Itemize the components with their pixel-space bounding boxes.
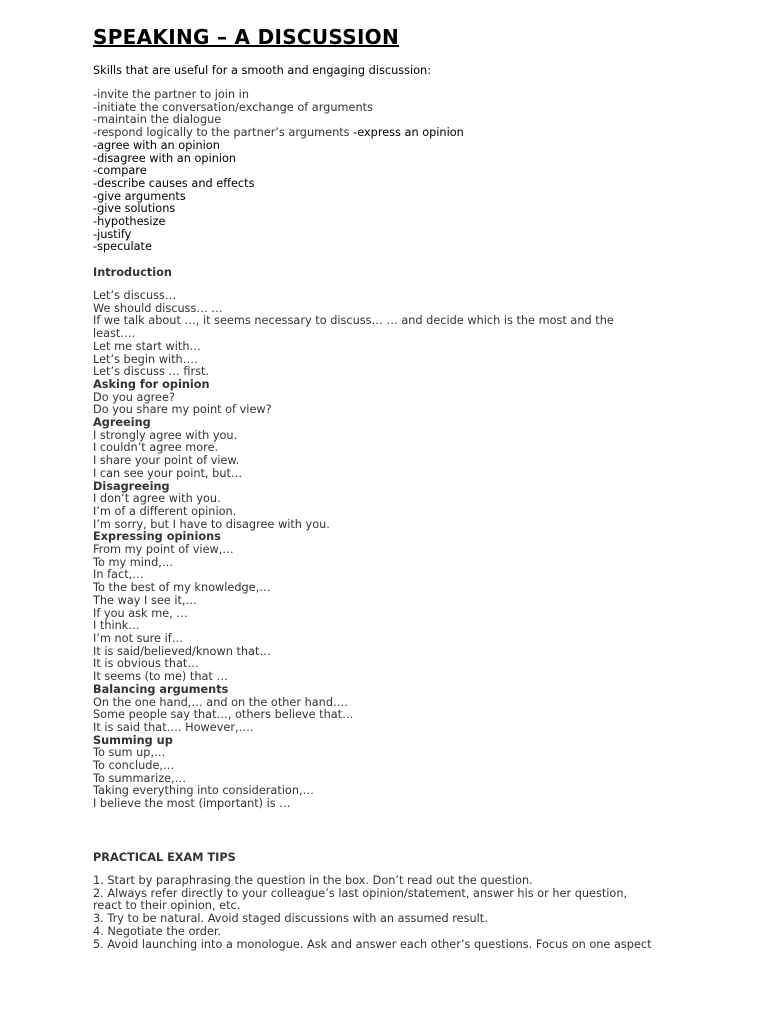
skill-item: -give arguments — [93, 189, 186, 203]
skills-intro-block — [93, 65, 693, 78]
phrase-line: If we talk about …, it seems necessary to discuss… … and decide which is the most and the — [93, 314, 614, 328]
phrase-line: It seems (to me) that … — [93, 670, 228, 684]
phrase-line: I’m sorry, but I have to disagree with you. — [93, 517, 330, 531]
introduction-heading: Introduction — [93, 266, 172, 279]
skill-item: -hypothesize — [93, 215, 166, 229]
skill-item: -respond logically to the partner’s arguments — [93, 126, 350, 140]
section-heading-expressing-opinions: Expressing opinions — [93, 530, 221, 544]
skills-intro: Skills that are useful for a smooth and engaging discussion: — [93, 64, 432, 77]
phrase-line: Let’s discuss… — [93, 289, 177, 302]
phrase-line: Do you agree? — [93, 390, 175, 404]
skill-item: -compare — [93, 164, 147, 178]
tips-heading: PRACTICAL EXAM TIPS — [93, 851, 236, 864]
tip-line: 5. Avoid launching into a monologue. Ask and answer each other’s questions. Focus on one aspect — [93, 937, 652, 951]
phrase-line: I don’t agree with you. — [93, 492, 221, 506]
skill-item-row — [93, 127, 693, 140]
phrase-line: least…. — [93, 327, 136, 341]
skill-item: -maintain the dialogue — [93, 113, 222, 127]
section-heading-asking-for-opinion: Asking for opinion — [93, 377, 210, 391]
skill-item: -describe causes and effects — [93, 176, 255, 190]
tip-line: 4. Negotiate the order. — [93, 924, 222, 938]
tips-heading-block — [93, 852, 693, 865]
phrase-line: To sum up,… — [93, 746, 166, 760]
phrase-line: I strongly agree with you. — [93, 428, 238, 442]
tip-line: react to their opinion, etc. — [93, 899, 241, 913]
skill-item: -give solutions — [93, 202, 176, 216]
phrase-line: I think… — [93, 619, 140, 633]
phrase-line: To conclude,… — [93, 759, 175, 773]
section-heading-agreeing: Agreeing — [93, 416, 151, 430]
phrase-line: Taking everything into consideration,… — [93, 784, 314, 798]
phrase-line: It is said/believed/known that… — [93, 644, 271, 658]
phrase-line: I believe the most (important) is … — [93, 797, 291, 811]
tip-line: 2. Always refer directly to your colleague’s last opinion/statement, answer his or her question, — [93, 886, 628, 900]
skill-item: -disagree with an opinion — [93, 151, 237, 165]
section-heading-summing-up: Summing up — [93, 733, 173, 747]
tip-line: 1. Start by paraphrasing the question in the box. Don’t read out the question. — [93, 874, 533, 887]
phrase-line: We should discuss… … — [93, 301, 223, 315]
tip-line: 3. Try to be natural. Avoid staged discussions with an assumed result. — [93, 912, 488, 926]
phrase-line: It is said that…. However,…. — [93, 720, 254, 734]
section-heading-balancing-arguments: Balancing arguments — [93, 682, 229, 696]
phrase-line: Some people say that…, others believe that… — [93, 708, 354, 722]
section-heading-disagreeing: Disagreeing — [93, 479, 170, 493]
phrase-line: From my point of view,… — [93, 543, 234, 557]
page-title: SPEAKING – A DISCUSSION — [93, 25, 400, 49]
phrase-line: I’m not sure if… — [93, 631, 184, 645]
phrase-line: I’m of a different opinion. — [93, 504, 237, 518]
skill-item: -speculate — [93, 240, 152, 254]
phrase-line: Let’s begin with…. — [93, 352, 198, 366]
phrase-line: Let’s discuss … first. — [93, 365, 210, 379]
phrase-line: Do you share my point of view? — [93, 403, 272, 417]
skill-item: -initiate the conversation/exchange of arguments — [93, 100, 373, 114]
phrase-line: I couldn’t agree more. — [93, 441, 219, 455]
skill-item: -agree with an opinion — [93, 138, 220, 152]
phrase-line: I share your point of view. — [93, 454, 240, 468]
introduction-heading-block — [93, 267, 693, 280]
phrases-block — [93, 290, 693, 811]
skills-list — [93, 89, 693, 254]
skill-item-inline: -express an opinion — [353, 126, 464, 140]
phrase-line: If you ask me, … — [93, 606, 188, 620]
phrase-line: To the best of my knowledge,… — [93, 581, 271, 595]
phrase-line: The way I see it,… — [93, 593, 197, 607]
phrase-line: I can see your point, but… — [93, 466, 243, 480]
skill-item: -justify — [93, 227, 132, 241]
skill-item: -invite the partner to join in — [93, 88, 249, 101]
phrase-line: In fact,… — [93, 568, 144, 582]
phrase-line: Let me start with… — [93, 339, 201, 353]
phrase-line: It is obvious that… — [93, 657, 199, 671]
tips-list — [93, 875, 693, 951]
phrase-line: On the one hand,… and on the other hand…. — [93, 695, 348, 709]
phrase-line: To my mind,… — [93, 555, 174, 569]
phrase-line: To summarize,… — [93, 771, 187, 785]
